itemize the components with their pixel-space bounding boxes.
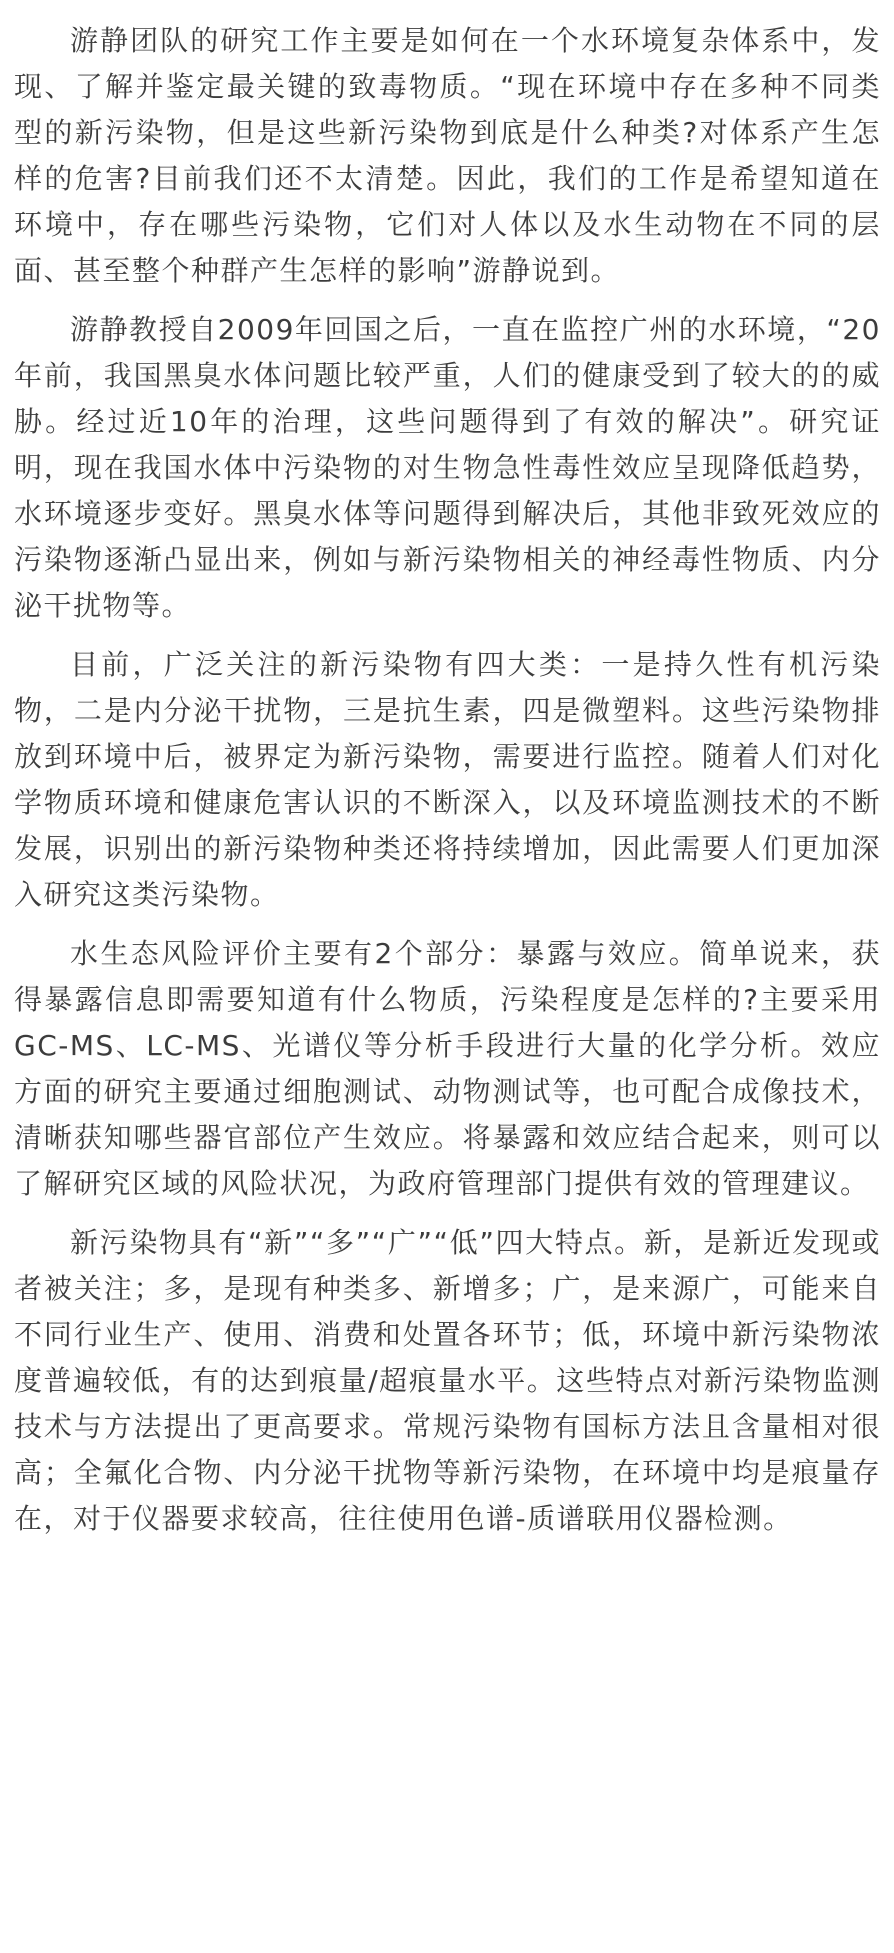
paragraph-risk-assessment: 水生态风险评价主要有2个部分：暴露与效应。简单说来，获得暴露信息即需要知道有什么物质，污染程度是怎样的?主要采用GC-MS、LC-MS、光谱仪等分析手段进行大量的化学分析。效应方面的研究主要通过细胞测试、动物测试等，也可配合成像技术，清晰获知哪些器官部位产生效应。将暴露和效应结合起来，则可以了解研究区域的风险状况，为政府管理部门提供有效的管理建议。 — [14, 937, 881, 1200]
paragraph-research-focus: 游静团队的研究工作主要是如何在一个水环境复杂体系中，发现、了解并鉴定最关键的致毒物质。“现在环境中存在多种不同类型的新污染物，但是这些新污染物到底是什么种类?对体系产生怎样的危害?目前我们还不太清楚。因此，我们的工作是希望知道在环境中，存在哪些污染物，它们对人体以及水生动物在不同的层面、甚至整个种群产生怎样的影响”游静说到。 — [14, 24, 881, 287]
paragraph-pollutant-types: 目前，广泛关注的新污染物有四大类：一是持久性有机污染物，二是内分泌干扰物，三是抗生素，四是微塑料。这些污染物排放到环境中后，被界定为新污染物，需要进行监控。随着人们对化学物质环境和健康危害认识的不断深入，以及环境监测技术的不断发展，识别出的新污染物种类还将持续增加，因此需要人们更加深入研究这类污染物。 — [14, 648, 881, 911]
paragraph-guangzhou-water: 游静教授自2009年回国之后，一直在监控广州的水环境，“20年前，我国黑臭水体问题比较严重，人们的健康受到了较大的的威胁。经过近10年的治理，这些问题得到了有效的解决”。研究证明，现在我国水体中污染物的对生物急性毒性效应呈现降低趋势，水环境逐步变好。黑臭水体等问题得到解决后，其他非致死效应的污染物逐渐凸显出来，例如与新污染物相关的神经毒性物质、内分泌干扰物等。 — [14, 313, 881, 622]
paragraph-pollutant-features: 新污染物具有“新”“多”“广”“低”四大特点。新，是新近发现或者被关注；多，是现有种类多、新增多；广，是来源广，可能来自不同行业生产、使用、消费和处置各环节；低，环境中新污染物浓度普遍较低，有的达到痕量/超痕量水平。这些特点对新污染物监测技术与方法提出了更高要求。常规污染物有国标方法且含量相对很高；全氟化合物、内分泌干扰物等新污染物，在环境中均是痕量存在，对于仪器要求较高，往往使用色谱-质谱联用仪器检测。 — [14, 1226, 881, 1535]
